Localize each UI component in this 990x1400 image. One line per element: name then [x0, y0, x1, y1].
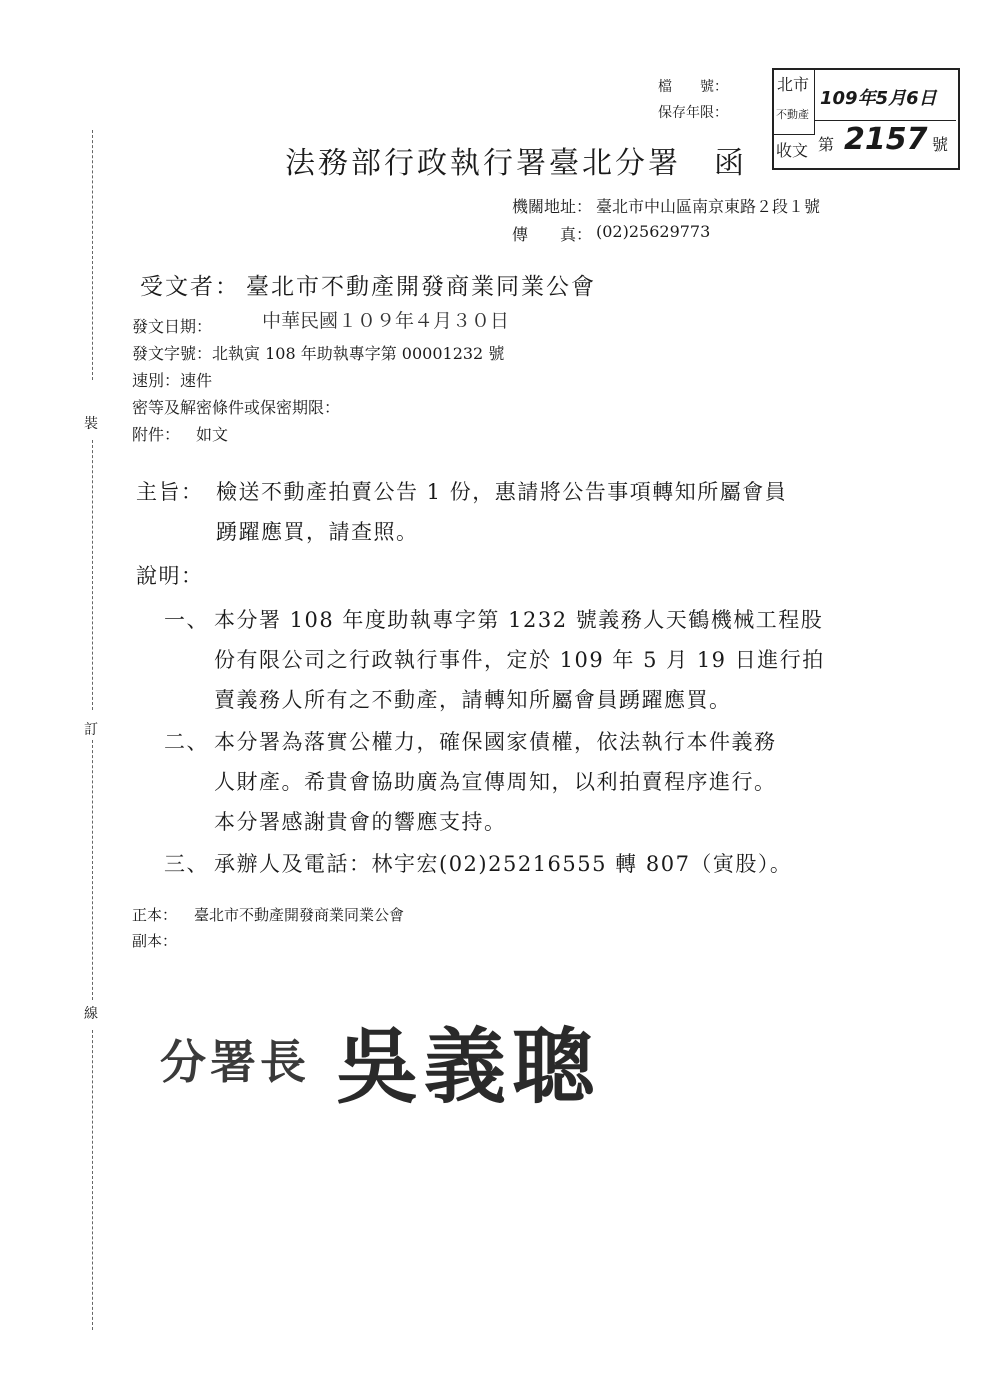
reference-number: 北執寅 108 年助執專字第 00001232 號	[212, 344, 505, 363]
signature-title: 分署長	[160, 1035, 310, 1089]
item-1-line-3: 賣義務人所有之不動產，請轉知所屬會員踴躍應買。	[214, 688, 732, 712]
stamp-org-line1: 北市	[777, 75, 810, 94]
item-3-number: 三、	[164, 852, 209, 876]
retention-label: 保存年限：	[658, 105, 728, 121]
subject-label: 主旨：	[136, 480, 204, 504]
agency-address-label: 機關地址：	[512, 197, 593, 216]
stamp-date: 109年5月6日	[820, 88, 937, 109]
copy-recipient-label: 副本：	[132, 932, 178, 950]
original-recipient-label: 正本：	[132, 906, 178, 924]
binding-line-lower	[92, 740, 93, 1000]
security-label: 密等及解密條件或保密期限：	[132, 398, 341, 417]
subject-line-2: 踴躍應買，請查照。	[216, 520, 419, 544]
binding-line-bottom	[92, 1030, 93, 1330]
binding-mark-zhuang: 裝	[84, 416, 98, 432]
stamp-no-prefix: 第	[818, 135, 835, 154]
item-1-line-2: 份有限公司之行政執行事件，定於 109 年 5 月 19 日進行拍	[214, 648, 825, 672]
attachment-label: 附件：	[132, 425, 181, 444]
binding-line-top	[92, 130, 93, 380]
agency-fax-label: 傳 真：	[512, 225, 593, 244]
reference-label: 發文字號：	[132, 344, 213, 363]
binding-line-mid	[92, 440, 93, 710]
agency-fax: (02)25629773	[596, 222, 711, 241]
item-2-line-2: 人財產。希貴會協助廣為宣傳周知，以利拍賣程序進行。	[214, 770, 777, 794]
speed-value: 速件	[180, 371, 213, 390]
subject-line-1: 檢送不動產拍賣公告 1 份，惠請將公告事項轉知所屬會員	[216, 480, 788, 504]
item-3-line-1: 承辦人及電話：林宇宏(02)25216555 轉 807（寅股）。	[214, 852, 793, 876]
file-number-label: 檔 號：	[658, 79, 728, 95]
item-2-line-1: 本分署為落實公權力，確保國家債權，依法執行本件義務	[214, 730, 777, 754]
receipt-stamp	[772, 68, 960, 170]
stamp-no-suffix: 號	[932, 135, 949, 154]
attachment-value: 如文	[196, 425, 229, 444]
item-2-line-3: 本分署感謝貴會的響應支持。	[214, 810, 507, 834]
original-recipient: 臺北市不動產開發商業同業公會	[194, 906, 405, 924]
explanation-label: 說明：	[136, 564, 204, 588]
issue-date: 中華民國１０９年４月３０日	[262, 310, 510, 332]
signature-name: 吳義聰	[336, 1019, 601, 1115]
binding-mark-xian: 線	[84, 1006, 98, 1022]
item-1-line-1: 本分署 108 年度助執專字第 1232 號義務人天鶴機械工程股	[214, 608, 824, 632]
issue-date-label: 發文日期：	[132, 317, 213, 336]
agency-address: 臺北市中山區南京東路２段１號	[596, 197, 821, 216]
stamp-org-line3: 收文	[776, 141, 809, 160]
stamp-org-line2: 不動產	[776, 108, 809, 121]
binding-mark-ding: 訂	[84, 722, 98, 738]
receiver-label: 受文者：	[140, 274, 240, 300]
stamp-number: 2157	[844, 122, 928, 157]
item-2-number: 二、	[164, 730, 209, 754]
document-title: 法務部行政執行署臺北分署 函	[285, 146, 747, 181]
item-1-number: 一、	[164, 608, 209, 632]
receiver-name: 臺北市不動產開發商業同業公會	[246, 274, 596, 300]
speed-label: 速別：	[132, 371, 181, 390]
